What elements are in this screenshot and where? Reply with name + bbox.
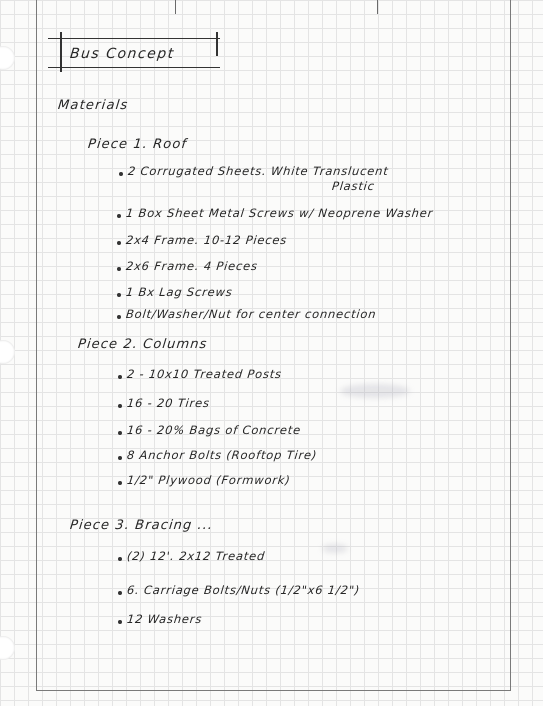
page-title: Bus Concept [69,46,176,62]
list-item: (2) 12'. 2x12 Treated [126,549,266,563]
title-mark-left [60,32,62,72]
list-item: 16 - 20% Bags of Concrete [126,423,302,437]
bullet [118,591,122,595]
margin-line-left [36,0,37,690]
list-item: 1/2" Plywood (Formwork) [126,473,292,487]
margin-line-right [510,0,511,690]
bullet [117,293,121,297]
bullet [118,404,122,408]
binder-hole [0,340,15,364]
list-item: Bolt/Washer/Nut for center connection [125,307,378,321]
bullet [117,241,121,245]
bullet [117,315,121,319]
bullet [117,214,121,218]
bullet [118,456,122,460]
section-heading-columns: Piece 2. Columns [77,337,209,352]
bullet [118,481,122,485]
materials-heading: Materials [57,98,130,113]
list-item: 2 - 10x10 Treated Posts [126,367,283,381]
top-tick-mark [377,0,378,14]
top-tick-mark [175,0,176,14]
list-item: 1 Box Sheet Metal Screws w/ Neoprene Washer [125,206,434,220]
list-item: 2x4 Frame. 10-12 Pieces [125,233,288,247]
list-item: 8 Anchor Bolts (Rooftop Tire) [126,448,318,462]
list-item: 16 - 20 Tires [126,396,211,410]
ink-smudge [322,544,348,553]
list-item: 2x6 Frame. 4 Pieces [125,259,259,273]
title-mark-right [216,32,218,56]
list-item: 6. Carriage Bolts/Nuts (1/2"x6 1/2") [126,583,361,597]
list-item: 12 Washers [126,612,203,626]
binder-hole [0,636,15,660]
ink-smudge [340,384,410,398]
bullet [118,557,122,561]
list-item: 1 Bx Lag Screws [125,285,234,299]
section-heading-roof: Piece 1. Roof [87,137,188,152]
binder-hole [0,46,15,70]
bullet [117,267,121,271]
bullet [119,172,123,176]
margin-line-bottom [36,690,511,691]
bullet [118,375,122,379]
section-heading-bracing: Piece 3. Bracing ... [69,518,215,533]
list-item-continuation: Plastic [331,179,376,193]
bullet [118,620,122,624]
list-item: 2 Corrugated Sheets. White Translucent [127,164,390,178]
bullet [118,431,122,435]
